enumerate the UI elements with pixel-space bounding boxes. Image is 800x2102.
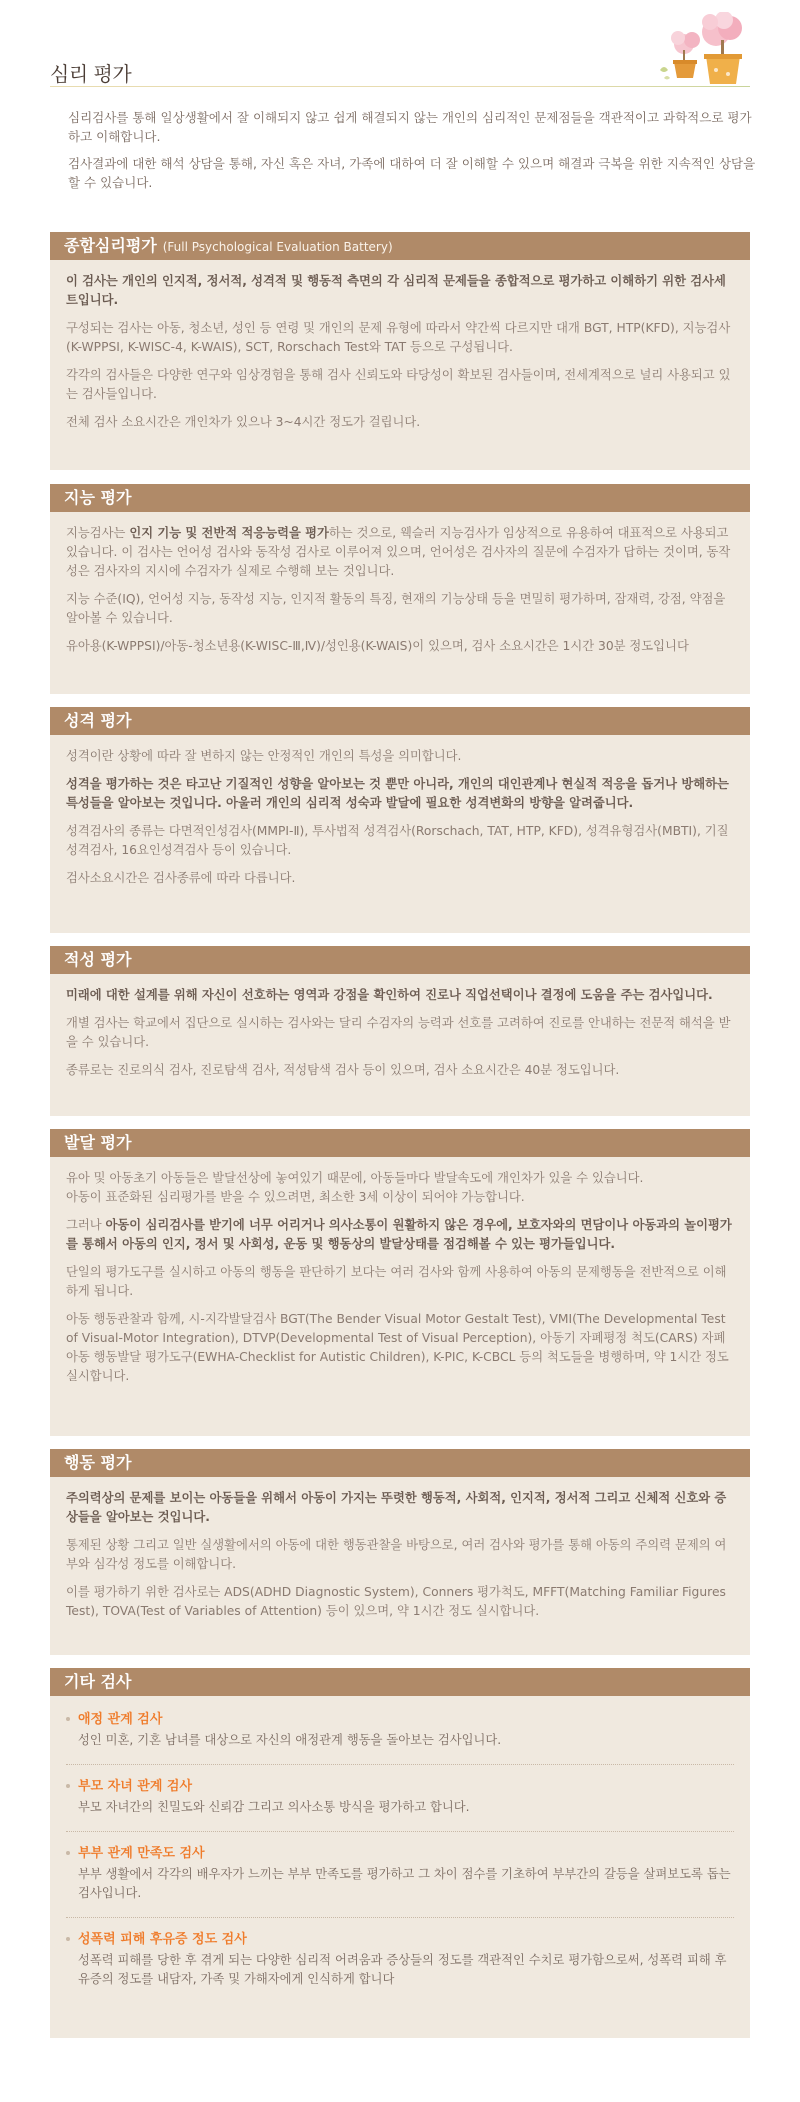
item-description: 부모 자녀간의 친밀도와 신뢰감 그리고 의사소통 방식을 평가하고 합니다. xyxy=(78,1800,470,1814)
section-development xyxy=(50,1129,750,1436)
other-test-item xyxy=(66,1844,734,1918)
paragraph: 아동 행동관찰과 함께, 시-지각발달검사 BGT(The Bender Visual Motor Gestalt Test), VMI(The Developmental Test of Visual-Motor Integration), DTVP(Developmental Test of Visual Perception), 아동기 자폐평정 척도(CARS) 자폐아동 행동발달 평가도구(EWHA-Checklist for Autistic Children), K-PIC, K-CBCL 등의 척도들을 병행하며, 약 1시간 정도 실시합니다. xyxy=(66,1312,729,1383)
paragraph: 미래에 대한 설계를 위해 자신이 선호하는 영역과 강점을 확인하여 진로나 직업선택이나 결정에 도움을 주는 검사입니다. xyxy=(66,988,713,1002)
section-title: 지능 평가 xyxy=(64,488,132,507)
section-title: 성격 평가 xyxy=(64,711,132,730)
title-divider xyxy=(50,86,750,87)
paragraph: 구성되는 검사는 아동, 청소년, 성인 등 연령 및 개인의 문제 유형에 따라서 약간씩 다르지만 대개 BGT, HTP(KFD), 지능검사(K-WPPSI, K-WISC-4, K-WAIS), SCT, Rorschach Test와 TAT 등으로 구성됩니다. xyxy=(66,321,731,354)
item-description: 부부 생활에서 각각의 배우자가 느끼는 부부 만족도를 평가하고 그 차이 점수를 기초하여 부부간의 갈등을 살펴보도록 돕는 검사입니다. xyxy=(78,1867,731,1900)
section-header xyxy=(50,232,750,260)
section-full-battery xyxy=(50,232,750,470)
other-test-item xyxy=(66,1710,734,1765)
section-title: 적성 평가 xyxy=(64,950,132,969)
section-header xyxy=(50,484,750,512)
paragraph: 통제된 상황 그리고 일반 실생활에서의 아동에 대한 행동관찰을 바탕으로, 여러 검사와 평가를 통해 아동의 주의력 문제의 여부와 심각성 정도를 이해합니다. xyxy=(66,1538,727,1571)
section-body xyxy=(50,735,750,907)
section-personality xyxy=(50,707,750,933)
section-title: 행동 평가 xyxy=(64,1453,132,1472)
bullet-icon xyxy=(66,1937,70,1941)
emphasis-text: 인지 기능 및 전반적 적응능력을 평가 xyxy=(129,526,329,540)
bullet-icon xyxy=(66,1784,70,1788)
item-title: 부부 관계 만족도 검사 xyxy=(78,1846,205,1861)
intro-text xyxy=(68,108,758,200)
paragraph: 유아용(K-WPPSI)/아동-청소년용(K-WISC-Ⅲ,Ⅳ)/성인용(K-WAIS)이 있으며, 검사 소요시간은 1시간 30분 정도입니다 xyxy=(66,639,689,653)
paragraph: 각각의 검사들은 다양한 연구와 임상경험을 통해 검사 신뢰도와 타당성이 확보된 검사들이며, 전세계적으로 널리 사용되고 있는 검사들입니다. xyxy=(66,368,731,401)
paragraph: 지능검사는 인지 기능 및 전반적 적응능력을 평가하는 것으로, 웩슬러 지능검사가 임상적으로 유용하여 대표적으로 사용되고 있습니다. 이 검사는 언어성 검사와 동작성 검사로 이루어져 있으며, 언어성은 검사자의 질문에 수검자가 답하는 것이며, 동작성은 검사자의 지시에 수검자가 실제로 수행해 보는 것입니다. xyxy=(66,526,731,578)
section-body xyxy=(50,260,750,451)
paragraph: 그러나 아동이 심리검사를 받기에 너무 어리거나 의사소통이 원활하지 않은 경우에, 보호자와의 면담이나 아동과의 놀이평가를 통해서 아동의 인지, 정서 및 사회성, 운동 및 행동상의 발달상태를 점검해볼 수 있는 평가들입니다. xyxy=(66,1218,732,1251)
flower-pot-illustration xyxy=(654,12,750,88)
bullet-icon xyxy=(66,1851,70,1855)
section-other-tests xyxy=(50,1668,750,2038)
paragraph: 주의력상의 문제를 보이는 아동들을 위해서 아동이 가지는 뚜렷한 행동적, 사회적, 인지적, 정서적 그리고 신체적 신호와 증상들을 알아보는 것입니다. xyxy=(66,1491,727,1524)
paragraph: 이 검사는 개인의 인지적, 정서적, 성격적 및 행동적 측면의 각 심리적 문제들을 종합적으로 평가하고 이해하기 위한 검사세트입니다. xyxy=(66,274,726,307)
intro-paragraph-2: 검사결과에 대한 해석 상담을 통해, 자신 혹은 자녀, 가족에 대하여 더 잘 이해할 수 있으며 해결과 극복을 위한 지속적인 상담을 할 수 있습니다. xyxy=(68,156,756,190)
item-description: 성인 미혼, 기혼 남녀를 대상으로 자신의 애정관계 행동을 돌아보는 검사입니다. xyxy=(78,1733,502,1747)
section-title: 종합심리평가 xyxy=(64,236,157,255)
page-header xyxy=(50,0,750,90)
paragraph: 성격을 평가하는 것은 타고난 기질적인 성향을 알아보는 것 뿐만 아니라, 개인의 대인관계나 현실적 적응을 돕거나 방해하는 특성들을 알아보는 것입니다. 아울러 개인의 심리적 성숙과 발달에 필요한 성격변화의 방향을 알려줍니다. xyxy=(66,777,729,810)
section-title: 기타 검사 xyxy=(64,1672,132,1691)
section-aptitude xyxy=(50,946,750,1116)
bullet-icon xyxy=(66,1717,70,1721)
intro-paragraph-1: 심리검사를 통해 일상생활에서 잘 이해되지 않고 쉽게 해결되지 않는 개인의 심리적인 문제점들을 객관적이고 과학적으로 평가하고 이해합니다. xyxy=(68,110,752,144)
section-header xyxy=(50,1668,750,1696)
item-title: 애정 관계 검사 xyxy=(78,1712,163,1727)
section-title: 발달 평가 xyxy=(64,1133,132,1152)
paragraph: 단일의 평가도구를 실시하고 아동의 행동을 판단하기 보다는 여러 검사와 함께 사용하여 아동의 문제행동을 전반적으로 이해하게 됩니다. xyxy=(66,1265,727,1298)
other-test-item xyxy=(66,1930,734,1989)
section-header xyxy=(50,1129,750,1157)
section-body xyxy=(50,1477,750,1640)
section-subtitle: (Full Psychological Evaluation Battery) xyxy=(162,240,393,254)
section-intelligence xyxy=(50,484,750,694)
other-test-item xyxy=(66,1777,734,1832)
section-body xyxy=(50,974,750,1099)
paragraph: 전체 검사 소요시간은 개인차가 있으나 3~4시간 정도가 걸립니다. xyxy=(66,415,421,429)
section-header xyxy=(50,946,750,974)
paragraph: 개별 검사는 학교에서 집단으로 실시하는 검사와는 달리 수검자의 능력과 선호를 고려하여 진로를 안내하는 전문적 해석을 받을 수 있습니다. xyxy=(66,1016,731,1049)
paragraph: 검사소요시간은 검사종류에 따라 다릅니다. xyxy=(66,871,296,885)
paragraph: 이를 평가하기 위한 검사로는 ADS(ADHD Diagnostic System), Conners 평가척도, MFFT(Matching Familiar Figures Test), TOVA(Test of Variables of Attention) 등이 있으며, 약 1시간 정도 실시합니다. xyxy=(66,1585,726,1618)
emphasis-text: 아동이 심리검사를 받기에 너무 어리거나 의사소통이 원활하지 않은 경우에, 보호자와의 면담이나 아동과의 놀이평가를 통해서 아동의 인지, 정서 및 사회성, 운동 및 행동상의 발달상태를 점검해볼 수 있는 평가들입니다. xyxy=(66,1218,732,1251)
item-description: 성폭력 피해를 당한 후 겪게 되는 다양한 심리적 어려움과 증상들의 정도를 객관적인 수치로 평가함으로써, 성폭력 피해 후유증의 정도를 내담자, 가족 및 가해자에게 인식하게 합니다 xyxy=(78,1953,727,1986)
paragraph: 성격검사의 종류는 다면적인성검사(MMPI-Ⅱ), 투사법적 성격검사(Rorschach, TAT, HTP, KFD), 성격유형검사(MBTI), 기질성격검사, 16요인성격검사 등이 있습니다. xyxy=(66,824,729,857)
section-header xyxy=(50,707,750,735)
section-body xyxy=(50,512,750,675)
item-title: 부모 자녀 관계 검사 xyxy=(78,1779,193,1794)
paragraph: 지능 수준(IQ), 언어성 지능, 동작성 지능, 인지적 활동의 특징, 현재의 기능상태 등을 면밀히 평가하며, 잠재력, 강점, 약점을 알아볼 수 있습니다. xyxy=(66,592,726,625)
paragraph: 유아 및 아동초기 아동들은 발달선상에 놓여있기 때문에, 아동들마다 발달속도에 개인차가 있을 수 있습니다. 아동이 표준화된 심리평가를 받을 수 있으려면, 최소한 3세 이상이 되어야 가능합니다. xyxy=(66,1171,644,1204)
paragraph: 종류로는 진로의식 검사, 진로탐색 검사, 적성탐색 검사 등이 있으며, 검사 소요시간은 40분 정도입니다. xyxy=(66,1063,620,1077)
section-header xyxy=(50,1449,750,1477)
section-body xyxy=(50,1696,750,1999)
section-behavior xyxy=(50,1449,750,1655)
section-body xyxy=(50,1157,750,1405)
item-title: 성폭력 피해 후유증 정도 검사 xyxy=(78,1932,247,1947)
paragraph: 성격이란 상황에 따라 잘 변하지 않는 안정적인 개인의 특성을 의미합니다. xyxy=(66,749,462,763)
page-title: 심리 평가 xyxy=(50,62,132,86)
